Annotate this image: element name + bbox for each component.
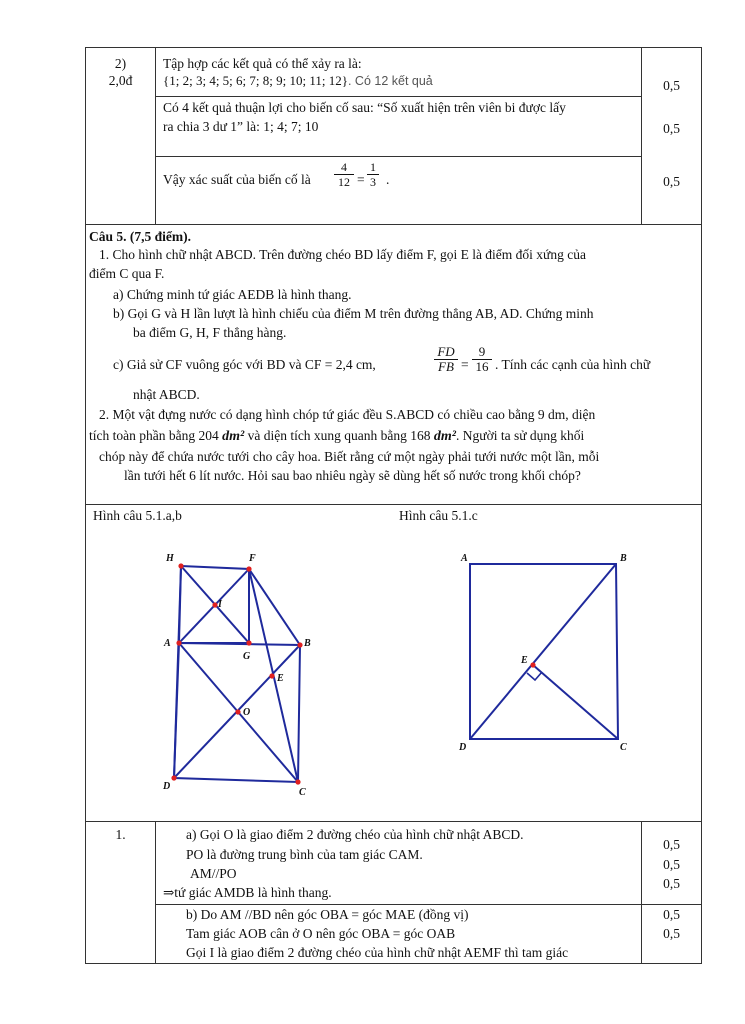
label-i: I — [218, 599, 222, 610]
solution-a-line3: AM//PO — [190, 866, 237, 881]
frac-numerator: 9 — [478, 344, 486, 359]
period: . — [386, 172, 390, 187]
q4-row1-score: 0,5 — [663, 78, 680, 93]
q4-row1-line1: Tập hợp các kết quả có thể xảy ra là: — [163, 56, 362, 71]
p2-text-b: và diện tích xung quanh bằng 168 — [247, 428, 431, 443]
label-c: C — [299, 787, 306, 798]
solution-b-line1: b) Do AM //BD nên góc OBA = góc MAE (đồng vị) — [186, 907, 469, 922]
q4-row3-score: 0,5 — [663, 174, 680, 189]
frac-numerator: 4 — [341, 160, 347, 174]
label-c-c: C — [620, 742, 627, 753]
figure-c-points — [530, 662, 535, 667]
q5-p2-line1: 2. Một vật đựng nước có dạng hình chóp tứ giác đều S.ABCD có chiều cao bằng 9 dm, diện — [99, 407, 596, 422]
q5-p2-line4: lần tưới hết 6 lít nước. Hỏi sau bao nhiêu ngày sẽ dùng hết số nước trong khối chóp? — [124, 468, 581, 483]
q5-part-c-text: c) Giả sử CF vuông góc với BD và CF = 2,4 cm, — [113, 357, 376, 372]
q4-row2-line2: ra chia 3 dư 1” là: 1; 4; 7; 10 — [163, 119, 319, 134]
frac-numerator: 1 — [370, 160, 376, 174]
q5-title: Câu 5. (7,5 điểm). — [89, 229, 191, 244]
figure-c-lines — [470, 564, 618, 739]
equals-sign: = — [357, 172, 365, 187]
point-e-c — [530, 662, 535, 667]
solution-b-score-2: 0,5 — [663, 926, 680, 941]
solution-a-line2: PO là đường trung bình của tam giác CAM. — [186, 847, 423, 862]
label-f: F — [249, 553, 256, 564]
p2-text-a: tích toàn phần bằng 204 — [89, 428, 219, 443]
solution-a-line1: a) Gọi O là giao điểm 2 đường chéo của hình chữ nhật ABCD. — [186, 827, 524, 842]
diagonal-bd-c — [470, 564, 616, 739]
unit-dm2: dm² — [222, 429, 245, 444]
q5-p1-line2: điểm C qua F. — [89, 266, 165, 281]
solution-a-score-2: 0,5 — [663, 857, 680, 872]
solution-a-score-1: 0,5 — [663, 837, 680, 852]
label-b: B — [304, 638, 311, 649]
solution-a-score-3: 0,5 — [663, 876, 680, 891]
label-b-c: B — [620, 553, 627, 564]
left-figure-caption: Hình câu 5.1.a,b — [93, 508, 182, 523]
label-a-c: A — [461, 553, 468, 564]
label-d: D — [163, 781, 171, 792]
solution-b-line3: Gọi I là giao điểm 2 đường chéo của hình chữ nhật AEMF thì tam giác — [186, 945, 569, 960]
solution-b-score-1: 0,5 — [663, 907, 680, 922]
label-e: E — [277, 673, 284, 684]
right-figure-caption: Hình câu 5.1.c — [399, 508, 478, 523]
solution-b-line2: Tam giác AOB cân ở O nên góc OBA = góc OAB — [186, 926, 456, 941]
right-angle-mark — [527, 672, 542, 680]
p2-text-c: . Người ta sử dụng khối — [456, 428, 585, 443]
q5-p1-line1: 1. Cho hình chữ nhật ABCD. Trên đường chéo BD lấy điểm F, gọi E là điểm đối xứng của — [99, 247, 586, 262]
q5-part-c-line2: nhật ABCD. — [133, 387, 200, 402]
outcome-count: . Có 12 kết quả — [347, 74, 433, 88]
outcome-set: {1; 2; 3; 4; 5; 6; 7; 8; 9; 10; 11; 12} — [163, 73, 348, 88]
frac-denominator: 3 — [367, 174, 379, 189]
frac-denominator: 12 — [334, 174, 354, 189]
frac-denominator: FB — [434, 359, 458, 374]
q5-part-b-line1: b) Gọi G và H lần lượt là hình chiếu của điểm M trên đường thẳng AB, AD. Chứng minh — [113, 306, 594, 321]
q5-part-a: a) Chứng minh tứ giác AEDB là hình thang. — [113, 287, 352, 302]
label-a: A — [164, 638, 171, 649]
label-e-c: E — [521, 655, 528, 666]
q5-p2-line3: chóp này để chứa nước tưới cho cây hoa. Biết rằng cứ một ngày phải tưới nước một lần, mỗi — [99, 449, 600, 464]
frac-numerator: FD — [437, 344, 455, 359]
q5-part-b-line2: ba điểm G, H, F thẳng hàng. — [133, 325, 287, 340]
q4-sub-label: 2) — [114, 56, 127, 71]
label-o: O — [243, 707, 251, 718]
q4-row3-text: Vậy xác suất của biến cố là — [163, 172, 311, 187]
label-h: H — [166, 553, 174, 564]
unit-dm2: dm² — [433, 429, 457, 444]
frac-denominator: 16 — [472, 359, 492, 374]
q5-part-c-end: . Tính các cạnh của hình chữ — [495, 357, 651, 372]
equals-sign: = — [461, 357, 469, 372]
label-g: G — [243, 651, 251, 662]
q4-sub-points: 2,0đ — [108, 73, 133, 88]
label-d-c: D — [459, 742, 467, 753]
solution-label: 1. — [115, 827, 126, 842]
q4-row2-score: 0,5 — [663, 121, 680, 136]
segment-ec — [533, 665, 618, 739]
solution-a-line4: ⇒tứ giác AMDB là hình thang. — [163, 885, 332, 900]
q4-row2-line1: Có 4 kết quả thuận lợi cho biến cố sau: “Số xuất hiện trên viên bi được lấy — [163, 100, 566, 115]
